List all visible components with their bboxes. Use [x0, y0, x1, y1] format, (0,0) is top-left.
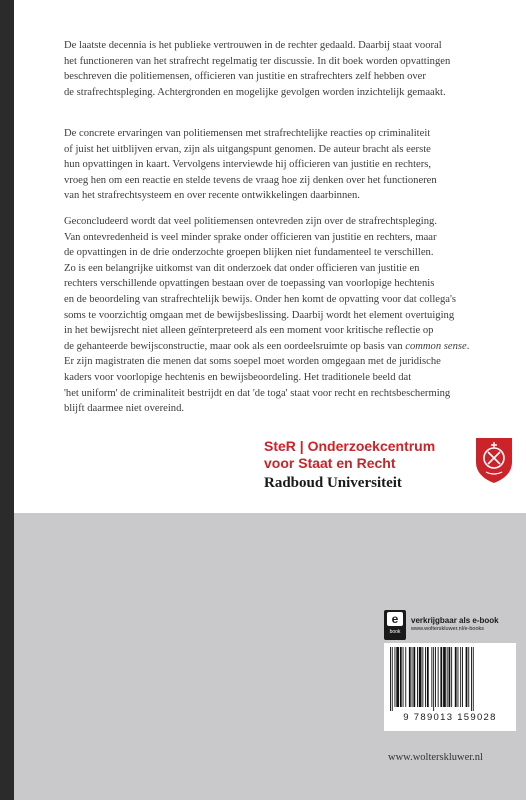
text-line: blijft daarmee niet overeind.: [64, 403, 185, 415]
barcode-bar: [390, 647, 391, 711]
isbn-barcode: [384, 643, 516, 731]
paragraph-conclusion: [64, 214, 484, 417]
text-line: Van ontevredenheid is veel minder sprake onder officieren van justitie en rechters, maar: [64, 231, 437, 243]
ebook-badge: [384, 610, 514, 640]
barcode-bar: [443, 647, 446, 707]
text-line: of juist het uitblijven ervan, zijn als uitgangspunt genomen. De auteur bracht als eerste: [64, 143, 431, 155]
barcode-bar: [396, 647, 399, 707]
text-line: vroeg hen om een reactie en stelde tevens de vraag hoe zij denken over het functioneren: [64, 174, 437, 186]
barcode-bar: [438, 647, 439, 707]
text-line: het functioneren van het strafrecht regelmatig ter discussie. In dit boek worden opvattingen: [64, 55, 451, 67]
text-line: kaders voor voorlopige hechtenis en bewijsbeoordeling. Het traditionele beeld dat: [64, 371, 412, 383]
barcode-bar: [392, 647, 393, 711]
common-sense-italic: common sense: [405, 340, 467, 352]
barcode-bar: [417, 647, 418, 707]
barcode-bar: [403, 647, 404, 707]
barcode-bar: [413, 647, 415, 707]
ster-logo: [264, 438, 504, 498]
radboud-shield-emblem-icon: [474, 436, 514, 484]
text-line: en de beoordeling van strafrechtelijk bewijs. Onder hen komt de opvatting voor dat collega's: [64, 293, 456, 305]
text-line: hun opvattingen in kaart. Vervolgens interviewde hij officieren van justitie en rechters,: [64, 159, 432, 171]
text-line: soms te voorzichtig omgaan met de bewijsbeslissing. Daarbij wordt het element overtuiging: [64, 309, 455, 321]
isbn-number: 9 789013 159028: [403, 712, 497, 723]
barcode-bar: [400, 647, 402, 707]
barcode-bar: [405, 647, 406, 707]
university-name: Radboud Universiteit: [264, 475, 402, 491]
text-line: 'het uniform' de criminaliteit bestrijdt en dat 'de toga' staat voor recht en rechtsbescherming: [64, 387, 451, 399]
ster-subtitle: voor Staat en Recht: [264, 455, 396, 471]
text-line-part: de gehanteerde bewijsconstructie, maar ook als een oordeelsruimte op basis van: [64, 340, 403, 352]
barcode-bar: [468, 647, 469, 707]
ebook-icon: [384, 610, 406, 640]
barcode-bar: [458, 647, 459, 707]
barcode-bar: [447, 647, 448, 707]
text-line: de opvattingen in de drie onderzochte groepen blijken niet fundamenteel te verschillen.: [64, 247, 434, 259]
text-line: de strafrechtspleging. Achtergronden en mogelijke gevolgen worden inzichtelijk gemaakt.: [64, 86, 446, 98]
barcode-bar: [451, 647, 452, 707]
ster-title: SteR | Onderzoekcentrum: [264, 438, 436, 454]
text-line: rechters verschillende opvattingen bestaan over de toepassing van voorlopige hechtenis: [64, 278, 435, 290]
text-line: De laatste decennia is het publieke vertrouwen in de rechter gedaald. Daarbij staat vooral: [64, 40, 442, 51]
barcode-bar: [473, 647, 474, 711]
barcode-bar: [425, 647, 426, 707]
paragraph-method: [64, 126, 484, 204]
barcode-bar: [449, 647, 451, 707]
barcode-bar: [435, 647, 436, 707]
text-line: Er zijn magistraten die menen dat soms soepel moet worden omgegaan met de juridische: [64, 356, 441, 368]
barcode-bar: [462, 647, 463, 707]
text-line: beschreven die politiemensen, officieren van justitie en strafrechters zelf hebben over: [64, 71, 426, 83]
ebook-icon-letter: e: [387, 612, 403, 626]
barcode-bar: [471, 647, 472, 711]
barcode-bar: [422, 647, 423, 707]
barcode-bar: [431, 647, 432, 707]
text-line: Zo is een belangrijke uitkomst van dit onderzoek dat onder officieren van justitie en: [64, 262, 420, 274]
barcode-bar: [455, 647, 457, 707]
barcode-bar: [433, 647, 434, 711]
barcode-bar: [395, 647, 396, 707]
barcode-bar: [419, 647, 422, 707]
paragraph-intro: [64, 38, 484, 100]
text-line: De concrete ervaringen van politiemensen met strafrechtelijke reacties op criminaliteit: [64, 128, 431, 139]
text-line: in het bewijsrecht niet alleen geïnterpreteerd als een moment voor kritische reflectie op: [64, 325, 434, 337]
barcode-bar: [412, 647, 413, 707]
period: .: [466, 340, 470, 352]
text-line: van het strafrechtsysteem en over recente ontwikkelingen daarbinnen.: [64, 190, 360, 202]
barcode-bar: [440, 647, 442, 707]
barcode-bar: [427, 647, 429, 707]
publisher-website[interactable]: www.wolterskluwer.nl: [388, 752, 483, 763]
ebook-url: www.wolterskluwer.nl/e-books: [411, 626, 485, 632]
barcode-bar: [466, 647, 468, 707]
text-line: Geconcludeerd wordt dat veel politiemensen ontevreden zijn over de strafrechtspleging.: [64, 216, 437, 227]
text-line: [64, 339, 484, 355]
barcode-bar: [460, 647, 461, 707]
barcode-bars: [388, 647, 512, 711]
ebook-available-text: verkrijgbaar als e-book: [411, 616, 499, 625]
barcode-bar: [409, 647, 411, 707]
back-cover: [14, 0, 526, 800]
ebook-icon-sub: book: [389, 629, 401, 635]
